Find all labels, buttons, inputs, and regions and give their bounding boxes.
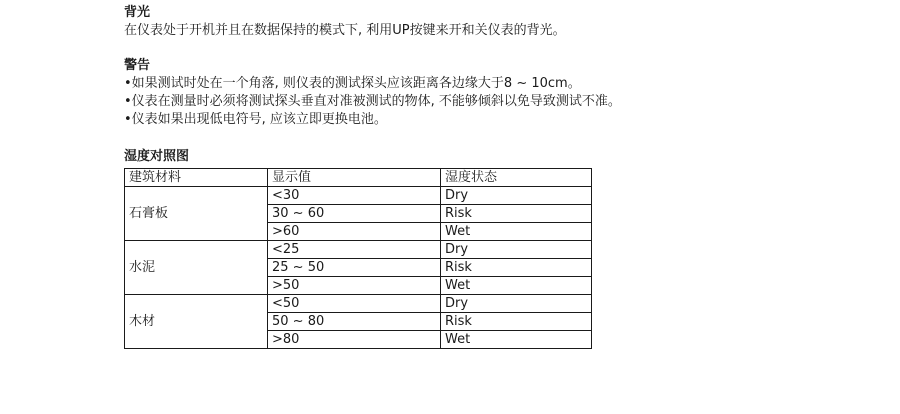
header-material: 建筑材料 xyxy=(125,169,268,187)
value-cell: 30 ~ 60 xyxy=(268,205,441,223)
table-row xyxy=(125,187,592,205)
table-heading: 湿度对照图 xyxy=(124,149,190,164)
status-cell: Dry xyxy=(441,241,592,259)
warning-item: •如果测试时处在一个角落, 则仪表的测试探头应该距离各边缘大于8 ~ 10cm。 xyxy=(124,76,581,91)
backlight-heading: 背光 xyxy=(124,5,151,20)
material-cell: 水泥 xyxy=(125,241,268,295)
status-cell: Risk xyxy=(441,313,592,331)
material-cell: 木材 xyxy=(125,295,268,349)
value-cell: 50 ~ 80 xyxy=(268,313,441,331)
warning-item: •仪表在测量时必须将测试探头垂直对准被测试的物体, 不能够倾斜以免导致测试不准。 xyxy=(124,94,621,109)
warning-heading: 警告 xyxy=(124,58,151,73)
status-cell: Wet xyxy=(441,331,592,349)
value-cell: 25 ~ 50 xyxy=(268,259,441,277)
material-cell: 石膏板 xyxy=(125,187,268,241)
value-cell: >60 xyxy=(268,223,441,241)
manual-page xyxy=(124,0,884,349)
status-cell: Risk xyxy=(441,259,592,277)
status-cell: Wet xyxy=(441,277,592,295)
table-row xyxy=(125,241,592,259)
table-row xyxy=(125,295,592,313)
status-cell: Wet xyxy=(441,223,592,241)
humidity-table xyxy=(124,168,592,349)
backlight-text: 在仪表处于开机并且在数据保持的模式下, 利用UP按键来开和关仪表的背光。 xyxy=(124,23,566,38)
value-cell: <30 xyxy=(268,187,441,205)
header-display-value: 显示值 xyxy=(268,169,441,187)
value-cell: <50 xyxy=(268,295,441,313)
value-cell: <25 xyxy=(268,241,441,259)
header-humidity-status: 湿度状态 xyxy=(441,169,592,187)
status-cell: Dry xyxy=(441,187,592,205)
value-cell: >50 xyxy=(268,277,441,295)
value-cell: >80 xyxy=(268,331,441,349)
status-cell: Risk xyxy=(441,205,592,223)
table-header-row xyxy=(125,169,592,187)
warning-item: •仪表如果出现低电符号, 应该立即更换电池。 xyxy=(124,112,387,127)
status-cell: Dry xyxy=(441,295,592,313)
